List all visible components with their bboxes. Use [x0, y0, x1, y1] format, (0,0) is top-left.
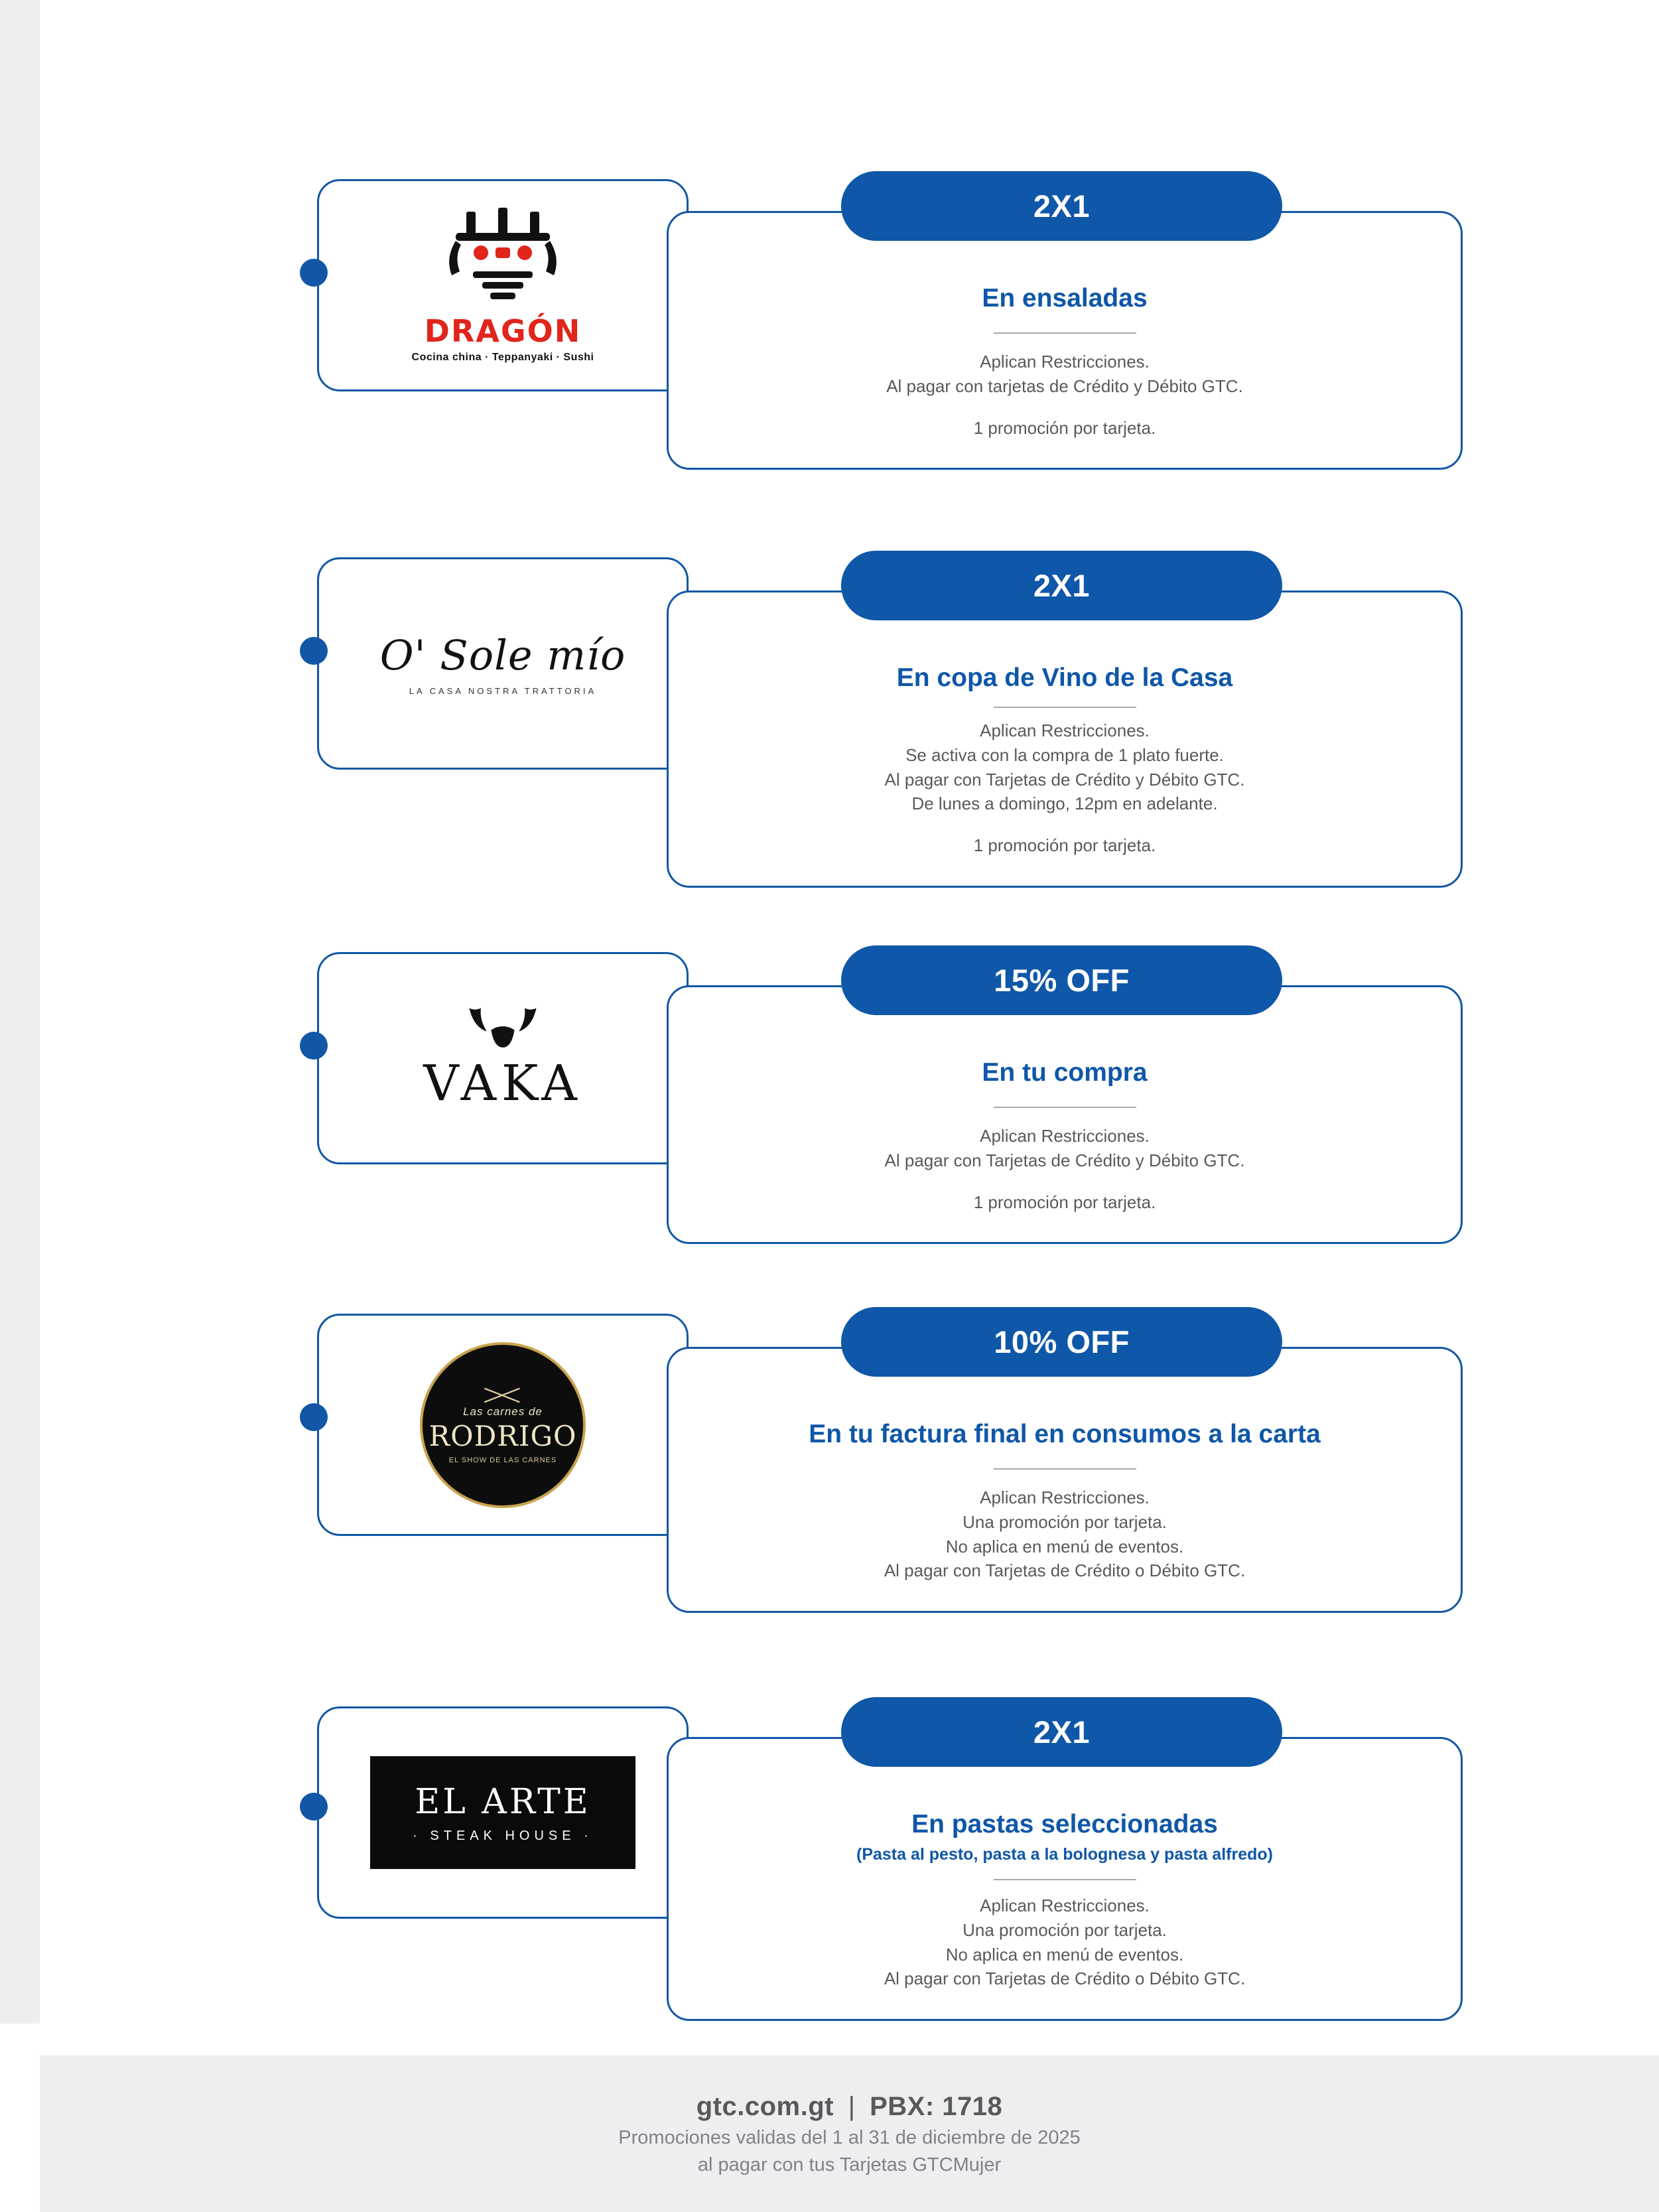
- terms-line: Al pagar con tarjetas de Crédito y Débito GTC.: [886, 376, 1243, 396]
- terms-line: De lunes a domingo, 12pm en adelante.: [911, 794, 1218, 814]
- terms-line: Al pagar con Tarjetas de Crédito y Débito GTC.: [884, 1150, 1245, 1170]
- terms-line: Al pagar con Tarjetas de Crédito o Débito GTC.: [884, 1560, 1246, 1581]
- offer-headline: En pastas seleccionadas: [911, 1810, 1218, 1838]
- brand-logo-card: [317, 1706, 689, 1919]
- offer-card: [667, 1347, 1463, 1613]
- footer-contact: [697, 2092, 1003, 2122]
- brand-name: EL ARTE: [415, 1781, 591, 1822]
- divider: [994, 707, 1136, 708]
- terms-line: Al pagar con Tarjetas de Crédito y Débito GTC.: [884, 769, 1245, 790]
- promo-row: [0, 1645, 1659, 2017]
- rodrigo-logo: [420, 1342, 586, 1508]
- brand-prefix: Las carnes de: [463, 1405, 543, 1418]
- offer-badge: 2X1: [841, 1697, 1282, 1767]
- brand-name: O' Sole mío: [379, 631, 626, 679]
- offer-badge: 2X1: [841, 171, 1282, 241]
- terms-line: Aplican Restricciones.: [980, 1125, 1150, 1146]
- bullet-marker: [300, 1403, 328, 1431]
- offer-badge: 10% OFF: [841, 1307, 1282, 1377]
- brand-logo-card: [317, 179, 689, 391]
- promo-row: [0, 60, 1659, 448]
- crossed-utensils-icon: [480, 1385, 526, 1405]
- bullet-marker: [300, 259, 328, 287]
- brand-tagline: Cocina china · Teppanyaki · Sushi: [411, 351, 594, 363]
- terms-line: Una promoción por tarjeta.: [962, 1511, 1167, 1532]
- offer-terms: [695, 1894, 1434, 1992]
- bullet-marker: [300, 637, 328, 665]
- terms-line: Se activa con la compra de 1 plato fuerte.: [905, 744, 1224, 765]
- brand-tagline: EL SHOW DE LAS CARNES: [448, 1456, 557, 1464]
- footer-separator: |: [848, 2091, 856, 2121]
- brand-name: DRAGÓN: [424, 312, 582, 349]
- offer-card: [667, 1737, 1463, 2021]
- divider: [994, 1879, 1136, 1880]
- terms-line: 1 promoción por tarjeta.: [973, 417, 1156, 438]
- terms-line: Al pagar con Tarjetas de Crédito o Débito GTC.: [884, 1969, 1246, 1989]
- divider: [994, 332, 1136, 334]
- bullet-marker: [300, 1793, 328, 1821]
- offer-subheadline: (Pasta al pesto, pasta a la bolognesa y pasta alfredo): [856, 1844, 1273, 1864]
- terms-line: Aplican Restricciones.: [980, 351, 1150, 372]
- footer-website[interactable]: gtc.com.gt: [696, 2091, 834, 2121]
- terms-line: Aplican Restricciones.: [980, 720, 1150, 740]
- promo-row: [0, 448, 1659, 859]
- offer-headline: En tu factura final en consumos a la carta: [809, 1420, 1321, 1448]
- offer-terms: [695, 719, 1434, 859]
- offer-terms: [695, 350, 1434, 441]
- offer-card: [667, 590, 1463, 888]
- sole-mio-logo: [380, 631, 626, 696]
- terms-line: 1 promoción por tarjeta.: [973, 835, 1156, 856]
- terms-line: Una promoción por tarjeta.: [962, 1919, 1167, 1940]
- brand-logo-card: [317, 1314, 689, 1536]
- footer-pbx: PBX: 1718: [870, 2091, 1003, 2121]
- brand-logo-card: [317, 557, 689, 770]
- offer-card: [667, 985, 1463, 1244]
- footer-validity: Promociones validas del 1 al 31 de diciembre de 2025: [618, 2126, 1081, 2148]
- offer-headline: En tu compra: [982, 1058, 1148, 1087]
- offer-badge: 15% OFF: [841, 945, 1282, 1015]
- footer-cards-note: al pagar con tus Tarjetas GTCMujer: [697, 2154, 1002, 2176]
- brand-tagline: LA CASA NOSTRA TRATTORIA: [409, 686, 597, 696]
- page-footer: [40, 2055, 1659, 2212]
- offer-card: [667, 211, 1463, 470]
- el-arte-logo: [370, 1756, 635, 1869]
- bullet-marker: [300, 1032, 328, 1060]
- offer-terms: [695, 1486, 1434, 1584]
- offer-headline: En copa de Vino de la Casa: [896, 663, 1233, 692]
- divider: [994, 1468, 1136, 1470]
- brand-logo-card: [317, 952, 689, 1164]
- terms-line: Aplican Restricciones.: [980, 1895, 1150, 1915]
- dragon-mask-icon: [427, 208, 579, 307]
- divider: [994, 1107, 1136, 1108]
- terms-line: 1 promoción por tarjeta.: [973, 1192, 1156, 1212]
- offer-terms: [695, 1124, 1434, 1215]
- terms-line: Aplican Restricciones.: [980, 1487, 1150, 1507]
- dragon-logo: [412, 208, 594, 364]
- promo-row: [0, 1251, 1659, 1645]
- offer-headline: En ensaladas: [982, 284, 1148, 312]
- promo-row: [0, 859, 1659, 1251]
- brand-tagline: · STEAK HOUSE ·: [413, 1828, 593, 1843]
- brand-name: VAKA: [423, 1054, 582, 1112]
- brand-name: RODRIGO: [429, 1420, 577, 1452]
- vaka-logo: [423, 1005, 582, 1112]
- terms-line: No aplica en menú de eventos.: [945, 1944, 1184, 1965]
- terms-line: No aplica en menú de eventos.: [945, 1536, 1184, 1556]
- bull-horns-icon: [459, 1005, 547, 1049]
- offer-badge: 2X1: [841, 551, 1282, 620]
